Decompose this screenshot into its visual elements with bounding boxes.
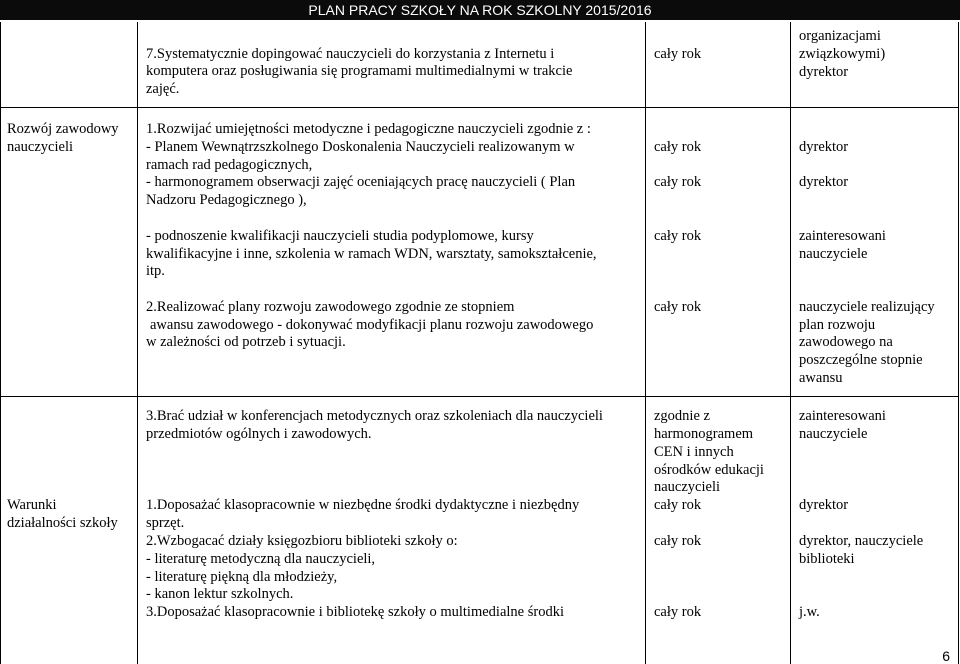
term-text: cały rok — [654, 533, 702, 549]
task-text: 3.Doposażać klasopracownie i bibliotekę szkoły o multimedialne środki — [146, 604, 564, 620]
responsible-text: organizacjami — [799, 28, 881, 44]
area-label: Rozwój zawodowy — [7, 121, 119, 137]
row-divider-2 — [0, 396, 959, 397]
term-text: zgodnie z — [654, 408, 710, 424]
task-text: Nadzoru Pedagogicznego ), — [146, 192, 307, 208]
task-text: - literaturę piękną dla młodzieży, — [146, 569, 338, 585]
responsible-text: nauczyciele — [799, 246, 868, 262]
responsible-text: zawodowego na — [799, 334, 893, 350]
task-text: kwalifikacyjne i inne, szkolenia w ramach WDN, warsztaty, samokształcenie, — [146, 246, 597, 262]
responsible-text: poszczególne stopnie — [799, 352, 923, 368]
task-text: - Planem Wewnątrzszkolnego Doskonalenia Nauczycieli realizowanym w — [146, 139, 575, 155]
area-label: działalności szkoły — [7, 515, 118, 531]
term-text: cały rok — [654, 604, 702, 620]
responsible-text: dyrektor — [799, 497, 849, 513]
page-number: 6 — [942, 648, 950, 664]
term-text: cały rok — [654, 174, 702, 190]
responsible-text: dyrektor, nauczyciele — [799, 533, 924, 549]
term-text: cały rok — [654, 228, 702, 244]
responsible-text: dyrektor — [799, 139, 849, 155]
task-text: 2.Realizować plany rozwoju zawodowego zgodnie ze stopniem — [146, 299, 515, 315]
task-text: 1.Doposażać klasopracownie w niezbędne środki dydaktyczne i niezbędny — [146, 497, 580, 513]
task-text: itp. — [146, 263, 165, 279]
task-text: - literaturę metodyczną dla nauczycieli, — [146, 551, 376, 567]
responsible-text: dyrektor — [799, 174, 849, 190]
task-text: komputera oraz posługiwania się programami multimedialnymi w trakcie — [146, 63, 573, 79]
term-text: cały rok — [654, 497, 702, 513]
task-text: awansu zawodowego - dokonywać modyfikacji planu rozwoju zawodowego — [150, 317, 594, 333]
responsible-text: nauczyciele realizujący — [799, 299, 935, 315]
task-text: 2.Wzbogacać działy księgozbioru biblioteki szkoły o: — [146, 533, 458, 549]
task-text: sprzęt. — [146, 515, 185, 531]
area-label: nauczycieli — [7, 139, 74, 155]
area-label: Warunki — [7, 497, 57, 513]
task-text: ramach rad pedagogicznych, — [146, 157, 313, 173]
task-text: 3.Brać udział w konferencjach metodycznych oraz szkoleniach dla nauczycieli — [146, 408, 603, 424]
responsible-text: plan rozwoju — [799, 317, 876, 333]
task-text: - kanon lektur szkolnych. — [146, 586, 294, 602]
column-divider-2 — [645, 22, 646, 664]
responsible-text: j.w. — [799, 604, 820, 620]
column-divider-3 — [790, 22, 791, 664]
term-text: ośrodków edukacji — [654, 462, 764, 478]
term-text: cały rok — [654, 46, 702, 62]
task-text: zajęć. — [146, 81, 180, 97]
term-text: CEN i innych — [654, 444, 734, 460]
term-text: nauczycieli — [654, 479, 721, 495]
task-text: w zależności od potrzeb i sytuacji. — [146, 334, 346, 350]
task-text: - podnoszenie kwalifikacji nauczycieli studia podyplomowe, kursy — [146, 228, 534, 244]
responsible-text: biblioteki — [799, 551, 855, 567]
task-text: przedmiotów ogólnych i zawodowych. — [146, 426, 372, 442]
term-text: cały rok — [654, 299, 702, 315]
column-divider-1 — [137, 22, 138, 664]
responsible-text: zainteresowani — [799, 228, 886, 244]
table-border-right — [958, 22, 959, 664]
term-text: cały rok — [654, 139, 702, 155]
responsible-text: awansu — [799, 370, 843, 386]
responsible-text: zainteresowani — [799, 408, 886, 424]
responsible-text: nauczyciele — [799, 426, 868, 442]
document-header: PLAN PRACY SZKOŁY NA ROK SZKOLNY 2015/2016 — [0, 0, 960, 20]
row-divider-1 — [0, 107, 959, 108]
responsible-text: dyrektor — [799, 64, 849, 80]
table-border-left — [0, 22, 1, 664]
term-text: harmonogramem — [654, 426, 754, 442]
task-text: 1.Rozwijać umiejętności metodyczne i pedagogiczne nauczycieli zgodnie z : — [146, 121, 591, 137]
task-text: 7.Systematycznie dopingować nauczycieli do korzystania z Internetu i — [146, 46, 555, 62]
task-text: - harmonogramem obserwacji zajęć oceniających pracę nauczycieli ( Plan — [146, 174, 576, 190]
responsible-text: związkowymi) — [799, 46, 886, 62]
